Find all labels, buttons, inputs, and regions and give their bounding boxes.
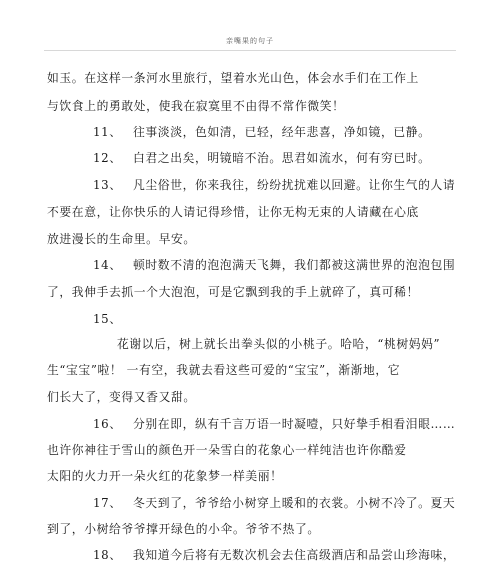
text-line bbox=[47, 468, 463, 484]
line-text: 冬天到了，爷爷给小树穿上暖和的衣裳。小树不冷了。夏天 bbox=[133, 496, 456, 510]
item-number: 13、 bbox=[93, 178, 122, 192]
line-text: 凡尘俗世，你来我往，纷纷扰扰难以回避。让你生气的人请 bbox=[133, 178, 456, 192]
numbered-line bbox=[47, 257, 463, 273]
line-text: 们长大了，变得又香又甜。 bbox=[47, 390, 196, 404]
item-number: 18、 bbox=[93, 548, 122, 562]
line-text: 白君之出矣，明镜暗不治。思君如流水，何有穷已时。 bbox=[133, 151, 431, 165]
text-line bbox=[47, 442, 463, 458]
page-header-title: 亲嘴果的句子 bbox=[226, 37, 274, 45]
header-divider bbox=[44, 50, 456, 51]
text-line bbox=[47, 204, 463, 220]
line-text: 分别在即，纵有千言万语一时凝噎，只好挚手相看泪眼…… bbox=[133, 417, 456, 431]
item-number: 11、 bbox=[93, 125, 122, 139]
item-number: 17、 bbox=[93, 496, 122, 510]
numbered-line bbox=[47, 150, 463, 166]
line-text: 如玉。在这样一条河水里旅行，望着水光山色，体会水手们在工作上 bbox=[47, 71, 419, 85]
numbered-line bbox=[47, 311, 463, 327]
item-number: 16、 bbox=[93, 417, 122, 431]
line-text: 与饮食上的勇敢处，使我在寂寞里不由得不常作微笑！ bbox=[47, 99, 345, 113]
line-text: 生“宝宝”啦！ 一有空，我就去看这些可爱的“宝宝”，渐渐地，它 bbox=[47, 363, 401, 377]
line-text: 也许你神往于雪山的颜色开一朵雪白的花象心一样纯洁也许你酷爱 bbox=[47, 443, 407, 457]
line-text: 不要在意，让你快乐的人请记得珍惜，让你无构无束的人请藏在心底 bbox=[47, 205, 419, 219]
numbered-line bbox=[47, 177, 463, 193]
numbered-line bbox=[47, 547, 463, 563]
numbered-line bbox=[47, 495, 463, 511]
text-line bbox=[47, 362, 463, 378]
text-line bbox=[47, 284, 463, 300]
line-text: 到了，小树给爷爷撑开绿色的小伞。爷爷不热了。 bbox=[47, 522, 320, 536]
text-line bbox=[47, 98, 463, 114]
line-text: 顿时数不清的泡泡满天飞舞，我们都被这满世界的泡泡包围 bbox=[133, 258, 456, 272]
line-text: 了，我伸手去抓一个大泡泡，可是它飘到我的手上就碎了，真可稀！ bbox=[47, 285, 419, 299]
numbered-line bbox=[47, 416, 463, 432]
text-line bbox=[47, 336, 463, 352]
line-text: 往事淡淡，色如清，已轻，经年悲喜，净如镜，已静。 bbox=[133, 125, 431, 139]
text-line bbox=[47, 521, 463, 537]
text-line bbox=[47, 389, 463, 405]
line-text: 放进漫长的生命里。早安。 bbox=[47, 232, 196, 246]
text-line bbox=[47, 70, 463, 86]
item-number: 14、 bbox=[93, 258, 122, 272]
line-text: 我知道今后将有无数次机会去住高级酒店和品尝山珍海味， bbox=[133, 548, 456, 562]
item-number: 12、 bbox=[93, 151, 122, 165]
line-text: 太阳的火力开一朵火红的花象梦一样美丽！ bbox=[47, 469, 283, 483]
line-text: 花谢以后，树上就长出拳头似的小桃子。哈哈，“桃树妈妈” bbox=[117, 337, 441, 351]
item-number: 15、 bbox=[93, 312, 122, 326]
text-line bbox=[47, 231, 463, 247]
numbered-line bbox=[47, 124, 463, 140]
